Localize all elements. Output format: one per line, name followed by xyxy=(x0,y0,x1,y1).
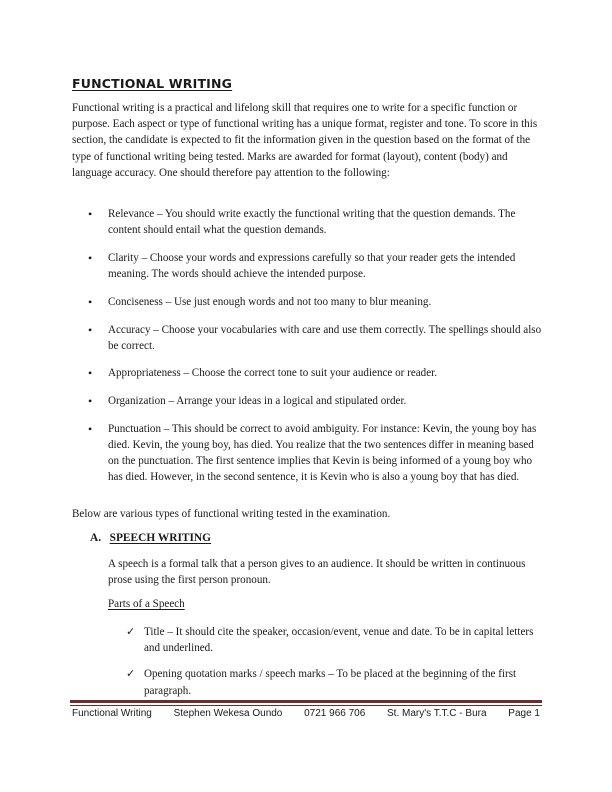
list-item: • Accuracy – Choose your vocabularies with care and use them correctly. The spellings should also be correct. xyxy=(72,322,542,354)
section-heading xyxy=(90,532,211,544)
page-title: FUNCTIONAL WRITING xyxy=(72,76,233,91)
section-letter: A. xyxy=(90,532,102,544)
footer-rule-thin xyxy=(70,705,542,706)
list-item: • Conciseness – Use just enough words and not too many to blur meaning. xyxy=(72,294,542,310)
list-item: • Punctuation – This should be correct to avoid ambiguity. For instance: Kevin, the young boy has died. Kevin, the young boy, has died. You realize that the two sentences differ in meaning based on the punctuation. The first sentence implies that Kevin is being informed of a young boy who has died. However, in the second sentence, it is Kevin who is also a young boy that has died. xyxy=(72,421,542,486)
types-intro: Below are various types of functional writing tested in the examination. xyxy=(72,508,391,520)
page-number: Page 1 xyxy=(508,708,540,719)
list-item: • Appropriateness – Choose the correct tone to suit your audience or reader. xyxy=(72,365,542,381)
footer-subject: Functional Writing xyxy=(72,708,152,719)
list-item: • Clarity – Choose your words and expressions carefully so that your reader gets the intended meaning. The words should achieve the intended purpose. xyxy=(72,250,542,282)
list-item: • Relevance – You should write exactly the functional writing that the question demands. The content should entail what the question demands. xyxy=(72,206,542,238)
footer-phone: 0721 966 706 xyxy=(304,708,366,719)
footer-rule xyxy=(70,700,542,703)
principles-list xyxy=(72,206,542,497)
section-title: SPEECH WRITING xyxy=(109,532,212,544)
speech-definition: A speech is a formal talk that a person gives to an audience. It should be written in continuous prose using the first person pronoun. xyxy=(108,558,526,587)
check-item: ✓ Title – It should cite the speaker, occasion/event, venue and date. To be in capital letters and underlined. xyxy=(108,624,540,656)
footer-institution: St. Mary's T.T.C - Bura xyxy=(387,708,487,719)
check-item: ✓ Opening quotation marks / speech marks – To be placed at the beginning of the first paragraph. xyxy=(108,666,540,698)
footer xyxy=(72,708,540,719)
list-item: • Organization – Arrange your ideas in a logical and stipulated order. xyxy=(72,393,542,409)
parts-list xyxy=(108,624,540,709)
intro-paragraph: Functional writing is a practical and lifelong skill that requires one to write for a specific function or purpose. Each aspect or type of functional writing has a unique format, register and tone. To score in this section, the candidate is expected to fit the information given in the question based on the format of the type of functional writing being tested. Marks are awarded for format (layout), content (body) and language accuracy. One should therefore pay attention to the following: xyxy=(72,102,538,179)
parts-label: Parts of a Speech xyxy=(108,598,185,610)
footer-author: Stephen Wekesa Oundo xyxy=(173,708,283,719)
